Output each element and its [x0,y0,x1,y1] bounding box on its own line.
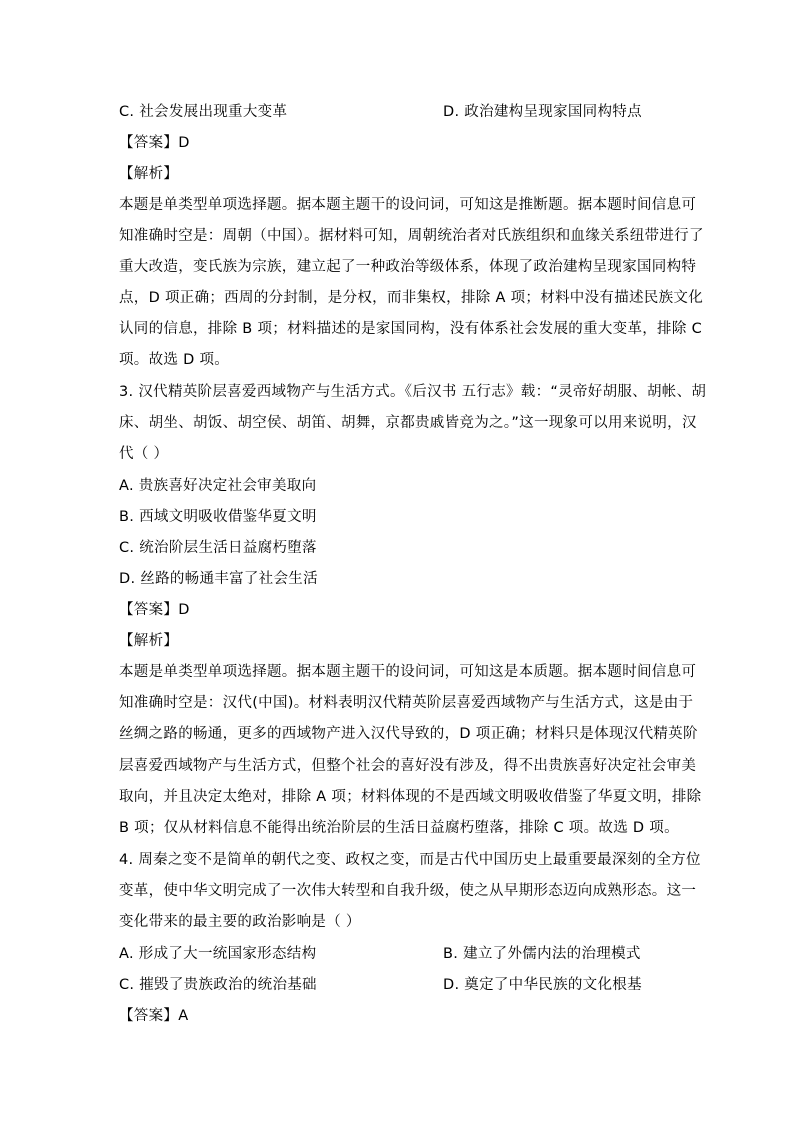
q4-option-c: C. 摧毁了贵族政治的统治基础 [119,977,317,993]
q3-option-d: D. 丝路的畅通丰富了社会生活 [119,571,318,587]
q3-analysis-line: 层喜爱西域物产与生活方式，但整个社会的喜好没有涉及，得不出贵族喜好决定社会审美 [119,758,697,774]
q3-analysis-line: 知准确时空是：汉代(中国)。材料表明汉代精英阶层喜爱西域物产与生活方式，这是由于 [119,695,694,711]
q4-option-b: B. 建立了外儒内法的治理模式 [443,946,641,962]
q2-analysis-line: 本题是单类型单项选择题。据本题主题干的设问词，可知这是推断题。据本题时间信息可 [119,197,697,213]
q2-analysis-line: 项。故选 D 项。 [119,352,230,368]
q3-option-c: C. 统治阶层生活日益腐朽堕落 [119,540,317,556]
q4-option-d: D. 奠定了中华民族的文化根基 [443,977,642,993]
q4-answer: 【答案】A [119,1008,189,1024]
q2-analysis-line: 认同的信息，排除 B 项；材料描述的是家国同构，没有体系社会发展的重大变革，排除 C [119,321,702,337]
q2-analysis-label: 【解析】 [119,166,179,182]
q3-option-a: A. 贵族喜好决定社会审美取向 [119,478,317,494]
q3-analysis-line: 本题是单类型单项选择题。据本题主题干的设问词，可知这是本质题。据本题时间信息可 [119,664,697,680]
q3-option-b: B. 西域文明吸收借鉴华夏文明 [119,509,317,525]
q4-option-a: A. 形成了大一统国家形态结构 [119,946,317,962]
q4-stem-line: 变革，使中华文明完成了一次伟大转型和自我升级，使之从早期形态迈向成熟形态。这一 [119,883,697,899]
q2-answer: 【答案】D [119,135,190,151]
q3-analysis-line: 丝绸之路的畅通，更多的西域物产进入汉代导致的，D 项正确；材料只是体现汉代精英阶 [119,726,698,742]
q3-analysis-line: 取向，并且决定太绝对，排除 A 项；材料体现的不是西域文明吸收借鉴了华夏文明，排除 [119,789,702,805]
q3-analysis-label: 【解析】 [119,633,179,649]
q2-analysis-line: 知准确时空是：周朝（中国）。据材料可知，周朝统治者对氏族组织和血缘关系纽带进行了 [119,228,704,244]
q4-stem-line: 变化带来的最主要的政治影响是（ ） [119,914,361,930]
q2-analysis-line: 重大改造，变氏族为宗族，建立起了一种政治等级体系，体现了政治建构呈现家国同构特 [119,259,697,275]
q2-option-d: D. 政治建构呈现家国同构特点 [443,104,642,120]
q3-stem-line: 代（ ） [119,446,169,462]
q4-stem-line: 4. 周秦之变不是简单的朝代之变、政权之变，而是古代中国历史上最重要最深刻的全方位 [119,852,701,868]
q2-option-c: C. 社会发展出现重大变革 [119,104,288,120]
q3-stem-line: 床、胡坐、胡饭、胡空侯、胡笛、胡舞，京都贵戚皆竞为之。”这一现象可以用来说明，汉 [119,415,697,431]
q3-answer: 【答案】D [119,602,190,618]
q3-stem-line: 3. 汉代精英阶层喜爱西域物产与生活方式。《后汉书 五行志》载：“灵帝好胡服、胡帐、胡 [119,384,707,400]
q2-analysis-line: 点，D 项正确；西周的分封制，是分权，而非集权，排除 A 项；材料中没有描述民族文化 [119,290,704,306]
q3-analysis-line: B 项；仅从材料信息不能得出统治阶层的生活日益腐朽堕落，排除 C 项。故选 D 项。 [119,820,679,836]
